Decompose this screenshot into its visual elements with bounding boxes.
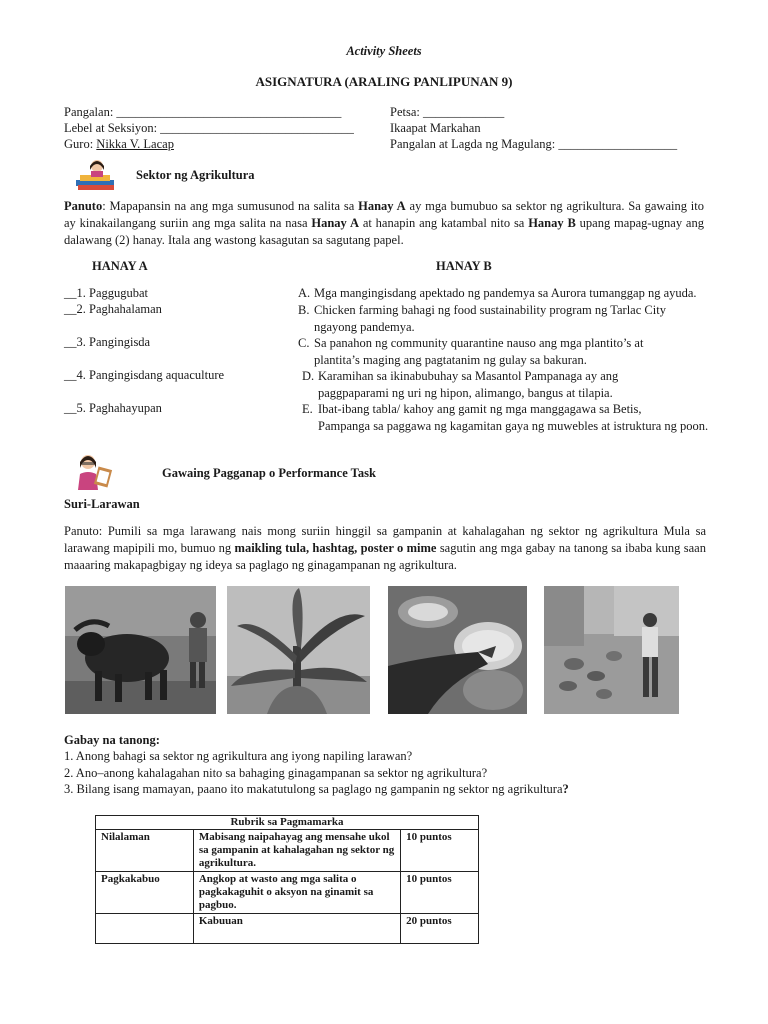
gabay-question-3-mark: ? (562, 782, 569, 796)
section1-title: Sektor ng Agrikultura (136, 168, 255, 182)
hanay-b-letter: B. (298, 303, 310, 317)
hanay-b-item (302, 368, 754, 401)
hanay-b-text: Mga mangingisdang apektado ng pandemya sa Aurora tumanggap ng ayuda. (314, 286, 697, 300)
panuto-2-paragraph (64, 523, 706, 574)
gabay-question: 1. Anong bahagi sa sektor ng agrikultura ang iyong napiling larawan? (64, 749, 413, 763)
subject-title: ASIGNATURA (ARALING PANLIPUNAN 9) (255, 74, 513, 89)
hanay-b-text-cont: ngayong pandemya. (314, 319, 415, 334)
hanay-b-text: Karamihan sa ikinabubuhay sa Masantol Pampanaga ay ang (318, 369, 619, 383)
gabay-question (64, 782, 569, 797)
hanay-b-item (298, 285, 750, 302)
carabao-farmer-photo (65, 586, 216, 714)
hanay-a-item: __4. Pangingisdang aquaculture (64, 368, 225, 382)
hanay-b-text: Chicken farming bahagi ng food sustainability program ng Tarlac City (314, 303, 666, 317)
rubric-criterion: Pagkakabuo (96, 872, 194, 914)
panuto-2-text-1: Panuto: Pumili sa mga larawang nais mong suriin hinggil sa gampanin at kahalagahan ng sektor ng agrikultura Mula sa larawang mapipili mo, bumuo ng (64, 524, 706, 555)
rubric-table (95, 815, 479, 944)
child-chickens-photo (544, 586, 679, 714)
hanay-b-text: Ibat-ibang tabla/ kahoy ang gamit ng mga manggagawa sa Betis, (318, 402, 642, 416)
hanay-b-text-cont: Pampanga sa paggawa ng kagamitan gaya ng muwebles at istruktura ng poon. (318, 418, 709, 433)
markahan-label: Ikaapat Markahan (390, 121, 481, 135)
rubric-row (96, 914, 479, 944)
panuto-2-bold: maikling tula, hashtag, poster o mime (234, 541, 437, 555)
hanay-a-item: __5. Paghahayupan (64, 401, 162, 415)
rubric-description: Angkop at wasto ang mga salita o pagkakaguhit o aksyon na ginamit sa pagbuo. (193, 872, 400, 914)
panuto-text-4: upang mapag-ugnay ang dalawang (2) hanay. Itala ang wastong kasagutan sa sagutang papel. (64, 216, 704, 247)
hanay-a-item: __2. Paghahalaman (64, 302, 162, 316)
panuto-2-text-2: sagutin ang mga gabay na tanong sa ibaba kung saan maaaring makapagbigay ng ideya sa paglago ng ginagampanan ng agrikultura. (64, 541, 706, 572)
rubric-criterion (96, 914, 194, 944)
petsa-field: Petsa: _____________ (390, 105, 505, 119)
gabay-question: 2. Ano–anong kahalagahan nito sa bahaging ginagampanan sa sektor ng agrikultura? (64, 766, 488, 780)
activity-sheets-title: Activity Sheets (346, 44, 422, 58)
rubric-total-points: 20 puntos (401, 914, 479, 944)
hanay-a-heading: HANAY A (92, 259, 148, 273)
hanay-a-item: __3. Pangingisda (64, 335, 151, 349)
section2-title: Gawaing Pagganap o Performance Task (162, 466, 376, 480)
lebel-field: Lebel at Seksiyon: _______________________________ (64, 121, 354, 135)
gabay-question-3-text: 3. Bilang isang mamayan, paano ito makatutulong sa paglago ng gampanin ng sektor ng agrikultura (64, 782, 563, 796)
hanay-a-ref-2: Hanay A (311, 216, 359, 230)
suri-larawan-label: Suri-Larawan (64, 497, 140, 511)
hanay-b-item (302, 401, 732, 434)
hanay-b-text: Sa panahon ng community quarantine nauso ang mga plantito’s at (314, 336, 644, 350)
magulang-field: Pangalan at Lagda ng Magulang: ___________________ (390, 137, 678, 151)
panuto-text-1: : Mapapansin na ang mga sumusunod na salita sa (102, 199, 359, 213)
hanay-b-letter: C. (298, 336, 310, 350)
hanay-b-letter: A. (298, 286, 311, 300)
hanay-a-ref: Hanay A (358, 199, 406, 213)
teacher-reading-icon (72, 158, 122, 196)
gabay-title: Gabay na tanong: (64, 733, 160, 747)
rubric-description: Mabisang naipahayag ang mensahe ukol sa gampanin at kahalagahan ng sektor ng agrikultura. (193, 830, 400, 872)
rubric-points: 10 puntos (401, 872, 479, 914)
hanay-b-letter: D. (302, 369, 315, 383)
rubric-title-row (96, 816, 479, 830)
hanay-b-item (298, 335, 750, 368)
panuto-paragraph (64, 198, 704, 249)
hanay-b-heading: HANAY B (436, 259, 492, 273)
hanay-b-ref: Hanay B (528, 216, 576, 230)
rubric-row (96, 830, 479, 872)
panuto-text-3: at hanapin ang katambal nito sa (358, 216, 529, 230)
rubric-row (96, 872, 479, 914)
rubric-total-label: Kabuuan (193, 914, 400, 944)
rubric-title: Rubrik sa Pagmamarka (96, 816, 479, 830)
hanay-b-text-cont: paggpaparami ng uri ng hipon, alimango, bangus at tilapia. (318, 385, 613, 400)
hanay-b-letter: E. (302, 402, 313, 416)
guro-name: Nikka V. Lacap (96, 137, 174, 151)
teacher-clipboard-icon (72, 452, 114, 496)
hanay-a-item: __1. Paggugubat (64, 286, 149, 300)
rubric-criterion: Nilalaman (96, 830, 194, 872)
guro-field (64, 137, 174, 152)
guro-label: Guro: (64, 137, 97, 151)
banana-plant-photo (227, 586, 370, 714)
panuto-label: Panuto (64, 199, 103, 213)
rubric-points: 10 puntos (401, 830, 479, 872)
fish-basin-photo (388, 586, 527, 714)
hanay-b-text-cont: plantita’s maging ang pagtatanim ng gulay sa bakuran. (314, 352, 587, 367)
panuto-text-2: ay mga bumubuo sa sektor ng agrikultura. Sa gawaing ito ay kinakailangang suriin ang mga salita na nasa (64, 199, 704, 230)
hanay-b-item (298, 302, 750, 335)
pangalan-field: Pangalan: ____________________________________ (64, 105, 342, 119)
